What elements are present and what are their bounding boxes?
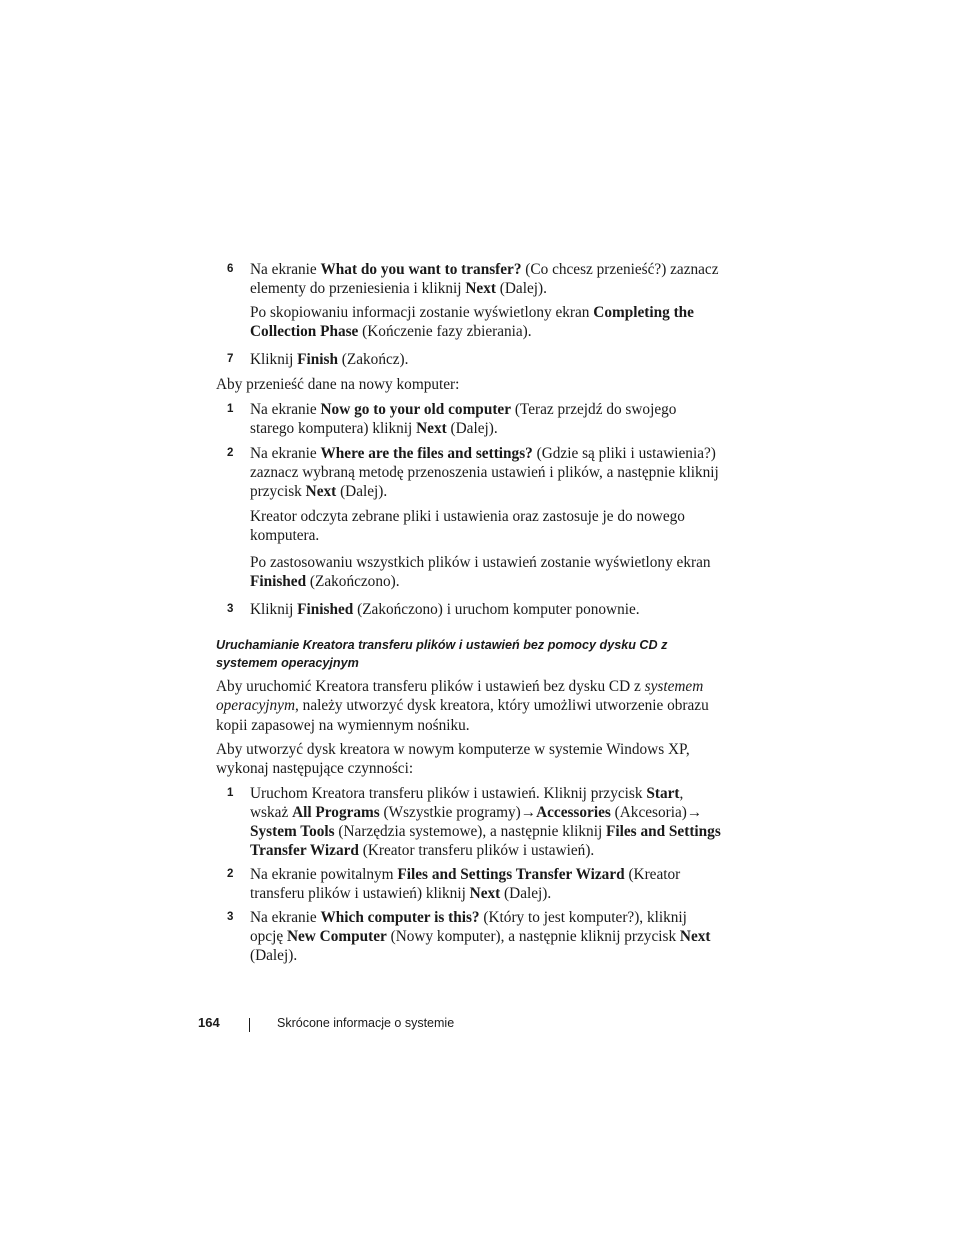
step-text: Na ekranie Now go to your old computer (Teraz przejdź do swojego starego komputera) kliknij Next (Dalej). xyxy=(250,401,677,437)
step-text: Na ekranie What do you want to transfer? (Co chcesz przenieść?) zaznacz elementy do przeniesienia i kliknij Next (Dalej). xyxy=(250,261,719,297)
step-text: Na ekranie Which computer is this? (Który to jest komputer?), kliknij opcję New Computer (Nowy komputer), a następnie kliknij przycisk Next (Dalej). xyxy=(250,909,711,964)
step-number: 1 xyxy=(227,787,234,799)
page-number: 164 xyxy=(198,1015,220,1030)
footer-divider xyxy=(249,1018,250,1032)
step-number: 7 xyxy=(227,353,234,365)
step-number: 3 xyxy=(227,603,234,615)
step-text: Uruchom Kreatora transferu plików i ustawień. Kliknij przycisk Start, wskaż All Programs (Wszystkie programy)→Accessories (Akcesoria)→ System Tools (Narzędzia systemowe), a następnie kliknij Files and Settings Transfer Wizard (Kreator transferu plików i ustawień). xyxy=(250,785,721,859)
step-number: 6 xyxy=(227,263,234,275)
body-paragraph: Aby uruchomić Kreatora transferu plików i ustawień bez dysku CD z systemem operacyjnym, należy utworzyć dysk kreatora, który umożliwi utworzenie obrazu kopii zapasowej na wymiennym nośniku. xyxy=(216,678,709,734)
body-paragraph: Aby utworzyć dysk kreatora w nowym komputerze w systemie Windows XP, wykonaj następujące czynności: xyxy=(216,741,690,778)
section-heading: Uruchamianie Kreatora transferu plików i ustawień bez pomocy dysku CD z systemem operacyjnym xyxy=(216,638,668,670)
step-number: 3 xyxy=(227,911,234,923)
arrow-icon: → xyxy=(520,804,537,821)
step-note: Po zastosowaniu wszystkich plików i ustawień zostanie wyświetlony ekran Finished (Zakończono). xyxy=(250,554,711,590)
step-number: 1 xyxy=(227,403,234,415)
arrow-icon: → xyxy=(686,804,703,821)
step-text: Kliknij Finished (Zakończono) i uruchom komputer ponownie. xyxy=(250,601,640,618)
intro-paragraph: Aby przenieść dane na nowy komputer: xyxy=(216,376,460,393)
step-note: Kreator odczyta zebrane pliki i ustawienia oraz zastosuje je do nowego komputera. xyxy=(250,508,685,544)
step-text: Kliknij Finish (Zakończ). xyxy=(250,351,409,368)
step-note: Po skopiowaniu informacji zostanie wyświetlony ekran Completing the Collection Phase (Kończenie fazy zbierania). xyxy=(250,304,694,340)
step-text: Na ekranie powitalnym Files and Settings Transfer Wizard (Kreator transferu plików i ustawień) kliknij Next (Dalej). xyxy=(250,866,681,902)
step-number: 2 xyxy=(227,868,234,880)
step-number: 2 xyxy=(227,447,234,459)
step-text: Na ekranie Where are the files and settings? (Gdzie są pliki i ustawienia?) zaznacz wybraną metodę przenoszenia ustawień i plików, a następnie kliknij przycisk Next (Dalej). xyxy=(250,445,719,500)
running-footer-title: Skrócone informacje o systemie xyxy=(277,1016,455,1030)
